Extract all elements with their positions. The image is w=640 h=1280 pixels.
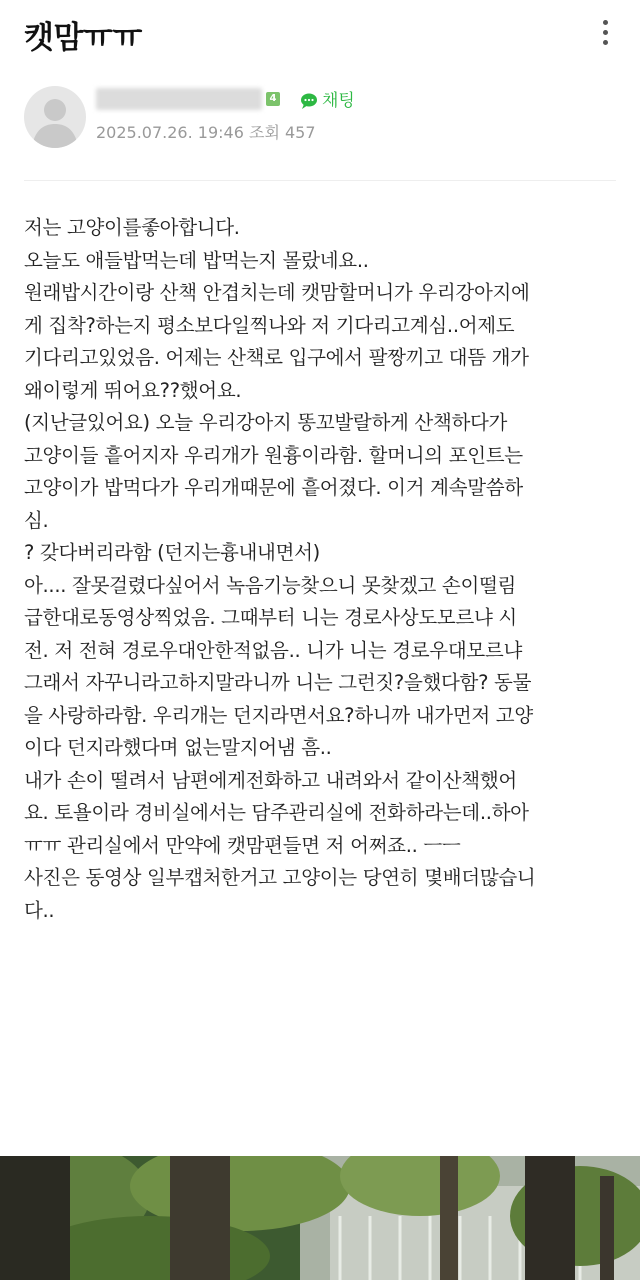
body-line: 원래밥시간이랑 산책 안겹치는데 캣맘할머니가 우리강아지에 [24, 281, 530, 304]
author-nickname-blurred[interactable] [96, 88, 262, 110]
chat-button[interactable] [300, 86, 355, 110]
body-line: 기다리고있었음. 어제는 산책로 입구에서 팔짱끼고 대뜸 개가 [24, 346, 529, 369]
more-vertical-icon[interactable] [594, 16, 618, 50]
video-capture-image [0, 1156, 640, 1280]
post-title: 캣맘ㅠㅠ [24, 20, 142, 56]
body-line: 그래서 자꾸니라고하지말라니까 니는 그런짓?을했다함? 동물 [24, 671, 532, 694]
body-line: 이다 던지라했다며 없는말지어냄 흠.. [24, 736, 332, 759]
post-photo[interactable] [0, 1156, 640, 1280]
body-line: 고양이들 흩어지자 우리개가 원흉이라함. 할머니의 포인트는 [24, 443, 523, 467]
post-header [0, 0, 640, 66]
body-line: 을 사랑하라함. 우리개는 던지라면서요?하니까 내가먼저 고양 [24, 703, 533, 727]
post-body [24, 212, 624, 927]
body-line: 게 집착?하는지 평소보다일찍나와 저 기다리고계심..어제도 [24, 313, 515, 337]
body-line: 요. 토욜이라 경비실에서는 담주관리실에 전화하라는데..하아 [24, 801, 529, 824]
default-avatar-icon [24, 86, 86, 148]
chat-label: 채팅 [322, 91, 355, 111]
body-line: ? 갖다버리라함 (던지는흉내내면서) [24, 541, 320, 564]
body-line: (지난글있어요) 오늘 우리강아지 똥꼬발랄하게 산책하다가 [24, 411, 508, 434]
views-label: 조회 [248, 123, 280, 142]
level-badge: 4 [266, 92, 280, 106]
body-line: 전. 저 전혀 경로우대안한적없음.. 니가 니는 경로우대모르냐 [24, 638, 522, 662]
divider [24, 180, 616, 181]
avatar[interactable] [24, 86, 86, 148]
body-line: 고양이가 밥먹다가 우리개때문에 흩어졌다. 이거 계속말씀하 [24, 476, 523, 499]
body-line: 사진은 동영상 일부캡처한거고 고양이는 당연히 몇배더많습니 [24, 866, 536, 889]
body-line: 저는 고양이를좋아합니다. [24, 216, 240, 239]
body-line: 왜이렇게 뛰어요??했어요. [24, 378, 242, 402]
views-count: 457 [285, 123, 316, 142]
chat-bubble-icon [300, 92, 320, 110]
author-info [0, 76, 640, 166]
body-line: 내가 손이 떨려서 남편에게전화하고 내려와서 같이산책했어 [24, 768, 517, 792]
post-date: 2025.07.26. 19:46 [96, 123, 244, 142]
body-line: 오늘도 애들밥먹는데 밥먹는지 몰랐네요.. [24, 248, 369, 272]
body-line: 급한대로동영상찍었음. 그때부터 니는 경로사상도모르냐 시 [24, 606, 517, 629]
body-line: 아.... 잘못걸렸다싶어서 녹음기능찾으니 못찾겠고 손이떨림 [24, 573, 517, 597]
body-line: ㅠㅠ 관리실에서 만약에 캣맘편들면 저 어쩌죠.. ㅡㅡ [24, 833, 461, 857]
post-meta [96, 120, 316, 143]
body-line: 다.. [24, 898, 55, 922]
body-line: 심. [24, 508, 49, 532]
